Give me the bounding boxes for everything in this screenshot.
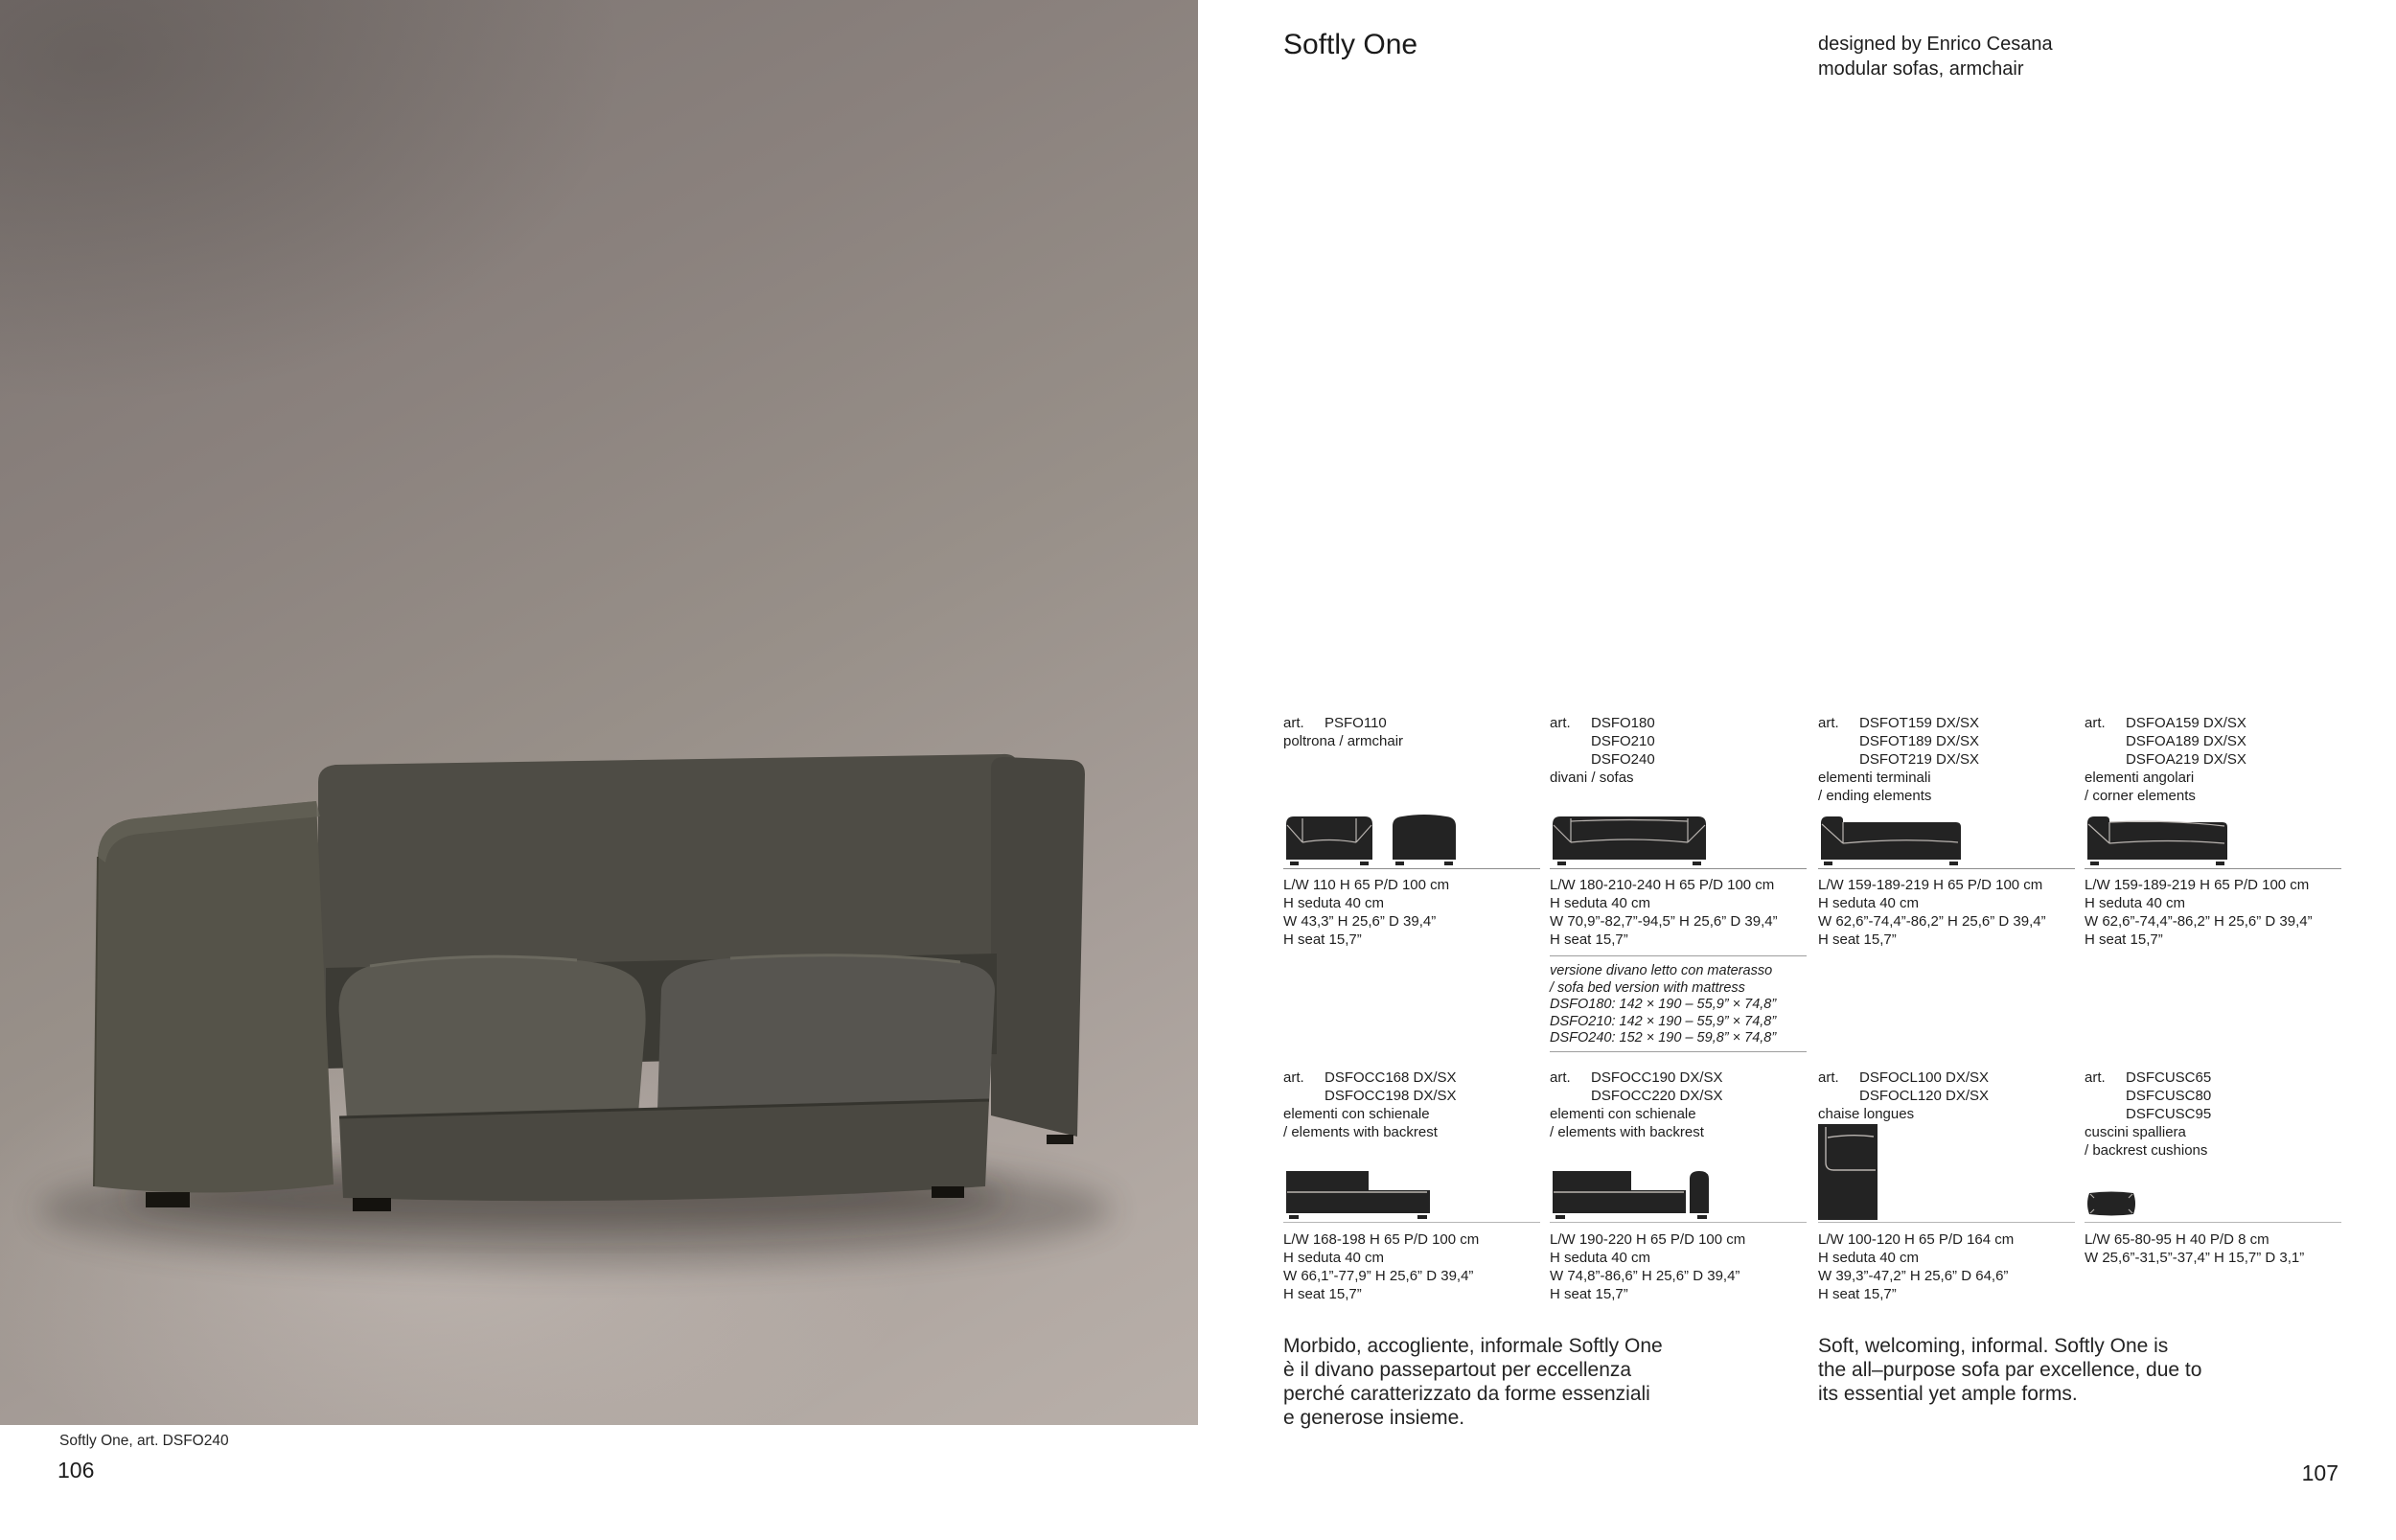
spec-description: elementi angolari [2085,770,2195,786]
spec-description: chaise longues [1818,1106,1915,1122]
product-code: DSFOT189 DX/SX [1859,733,1980,749]
note-line: DSFO210: 142 × 190 – 55,9” × 74,8” [1550,1013,1777,1029]
dimension-line: L/W 190-220 H 65 P/D 100 cm [1550,1231,1746,1248]
divider [2085,1222,2341,1223]
dimension-line: L/W 100-120 H 65 P/D 164 cm [1818,1231,2015,1248]
corner-element-icon [2085,810,2230,865]
art-row [1818,714,2075,769]
sofa-front-icon [1550,810,1709,865]
dimension-line: H seduta 40 cm [1550,1250,1651,1266]
dimension-line: L/W 159-189-219 H 65 P/D 100 cm [2085,877,2310,893]
note-line: versione divano letto con materasso [1550,963,1773,978]
paragraph-line: e generose insieme. [1283,1407,1465,1429]
art-row [2085,714,2341,769]
paragraph-line: perché caratterizzato da forme essenziali [1283,1383,1650,1405]
art-label: art. [2085,1069,2106,1086]
dimension-line: H seat 15,7” [1283,1286,1362,1302]
dimension-line: H seduta 40 cm [1818,895,1920,911]
spec-backrest-cushions [2085,1069,2341,1266]
dimension-line: H seduta 40 cm [1818,1250,1920,1266]
dimension-line: L/W 168-198 H 65 P/D 100 cm [1283,1231,1480,1248]
dimension-line: W 62,6”-74,4”-86,2” H 25,6” D 39,4” [1818,913,2046,930]
paragraph-line: è il divano passepartout per eccellenza [1283,1359,1632,1381]
divider [1550,1051,1807,1052]
dimension-line: H seduta 40 cm [1283,1250,1385,1266]
sofa-photo-illustration [0,0,1198,1425]
spec-chaise-longues [1818,1069,2075,1302]
dimension-line: W 62,6”-74,4”-86,2” H 25,6” D 39,4” [2085,913,2313,930]
spec-ending-elements [1818,714,2075,948]
dimension-line: H seat 15,7” [2085,931,2163,948]
dimension-line: W 66,1”-77,9” H 25,6” D 39,4” [1283,1268,1474,1284]
product-code: DSFOT219 DX/SX [1859,751,1980,768]
art-label: art. [1550,1069,1571,1086]
spec-description: / elements with backrest [1283,1124,1438,1140]
spec-description: elementi terminali [1818,770,1931,786]
dimension-line: H seat 15,7” [1818,1286,1897,1302]
dimension-line: H seat 15,7” [1550,931,1628,948]
art-label: art. [1550,715,1571,731]
spec-sofas [1550,714,1807,1046]
backrest-element-icon [1283,1167,1433,1219]
product-code: DSFOA159 DX/SX [2126,715,2246,731]
product-code: DSFCUSC65 [2126,1069,2212,1086]
product-code: DSFOCC190 DX/SX [1591,1069,1723,1086]
product-code: DSFCUSC80 [2126,1088,2212,1104]
divider [1550,1222,1807,1223]
page-title: Softly One [1283,29,1418,60]
divider [1818,1222,2075,1223]
art-row [1283,1069,1540,1105]
divider [1283,1222,1540,1223]
spec-corner-elements [2085,714,2341,948]
spec-backrest-elements-2 [1550,1069,1807,1302]
spec-armchair [1283,714,1540,948]
paragraph-line: Soft, welcoming, informal. Softly One is [1818,1335,2169,1357]
paragraph-line: its essential yet ample forms. [1818,1383,2078,1405]
spec-description: / elements with backrest [1550,1124,1704,1140]
divider [1818,868,2075,869]
divider [1283,868,1540,869]
divider [1550,868,1807,869]
art-label: art. [1818,715,1839,731]
dimension-line: H seduta 40 cm [2085,895,2186,911]
spec-backrest-elements-1 [1283,1069,1540,1302]
dimension-line: H seat 15,7” [1283,931,1362,948]
product-code: DSFOCL100 DX/SX [1859,1069,1990,1086]
designer-info [1818,32,2053,81]
spec-description: divani / sofas [1550,770,1634,786]
product-code: DSFOCC220 DX/SX [1591,1088,1723,1104]
description-paragraph-english [1818,1334,2201,1406]
spec-description: elementi con schienale [1550,1106,1696,1122]
art-label: art. [1283,715,1304,731]
dimension-line: W 39,3”-47,2” H 25,6” D 64,6” [1818,1268,2009,1284]
dimension-line: W 74,8”-86,6” H 25,6” D 39,4” [1550,1268,1740,1284]
chaise-longue-top-view-icon [1818,1124,1878,1220]
spec-description: / ending elements [1818,788,1932,804]
designer-line: modular sofas, armchair [1818,58,2024,80]
product-code: DSFOCL120 DX/SX [1859,1088,1990,1104]
divider [2085,868,2341,869]
product-photo [0,0,1198,1425]
product-code: PSFO110 [1325,715,1387,731]
designer-line: designed by Enrico Cesana [1818,34,2053,55]
page-number-right: 107 [2301,1460,2338,1485]
art-row [1283,714,1540,732]
art-label: art. [1818,1069,1839,1086]
paragraph-line: Morbido, accogliente, informale Softly One [1283,1335,1663,1357]
note-line: / sofa bed version with mattress [1550,979,1745,996]
product-code: DSFO180 [1591,715,1655,731]
product-code: DSFO210 [1591,733,1655,749]
product-code: DSFO240 [1591,751,1655,768]
product-code: DSFOA189 DX/SX [2126,733,2246,749]
dimension-line: H seat 15,7” [1550,1286,1628,1302]
dimension-line: L/W 110 H 65 P/D 100 cm [1283,877,1450,893]
dimension-line: W 25,6”-31,5”-37,4” H 15,7” D 3,1” [2085,1250,2305,1266]
product-code: DSFOT159 DX/SX [1859,715,1980,731]
dimension-line: W 70,9”-82,7”-94,5” H 25,6” D 39,4” [1550,913,1778,930]
backrest-cushion-icon [2085,1189,2138,1218]
art-row [1550,1069,1807,1105]
product-code: DSFOCC168 DX/SX [1325,1069,1457,1086]
armchair-front-side-icon [1283,810,1460,865]
dimension-line: L/W 65-80-95 H 40 P/D 8 cm [2085,1231,2269,1248]
sofa-bed-note [1550,963,1776,1047]
note-line: DSFO180: 142 × 190 – 55,9” × 74,8” [1550,997,1777,1012]
art-row [1550,714,1807,769]
art-row [1818,1069,2075,1105]
art-label: art. [1283,1069,1304,1086]
dimension-line: W 43,3” H 25,6” D 39,4” [1283,913,1437,930]
product-code: DSFOCC198 DX/SX [1325,1088,1457,1104]
photo-caption: Softly One, art. DSFO240 [59,1433,229,1449]
dimension-line: H seduta 40 cm [1283,895,1385,911]
dimension-line: L/W 180-210-240 H 65 P/D 100 cm [1550,877,1775,893]
spec-description: cuscini spalliera [2085,1124,2186,1140]
art-label: art. [2085,715,2106,731]
divider [1550,955,1807,956]
backrest-element-arm-icon [1550,1167,1715,1219]
spec-description: / corner elements [2085,788,2196,804]
product-code: DSFOA219 DX/SX [2126,751,2246,768]
spec-description: elementi con schienale [1283,1106,1430,1122]
ending-element-icon [1818,810,1964,865]
art-row [2085,1069,2341,1123]
note-line: DSFO240: 152 × 190 – 59,8” × 74,8” [1550,1030,1777,1046]
product-code: DSFCUSC95 [2126,1106,2212,1122]
paragraph-line: the all–purpose sofa par excellence, due to [1818,1359,2202,1381]
spec-description: / backrest cushions [2085,1142,2208,1159]
spec-description: poltrona / armchair [1283,733,1404,749]
dimension-line: L/W 159-189-219 H 65 P/D 100 cm [1818,877,2043,893]
description-paragraph-italian [1283,1334,1663,1430]
dimension-line: H seduta 40 cm [1550,895,1651,911]
dimension-line: H seat 15,7” [1818,931,1897,948]
page-number-left: 106 [58,1458,95,1483]
